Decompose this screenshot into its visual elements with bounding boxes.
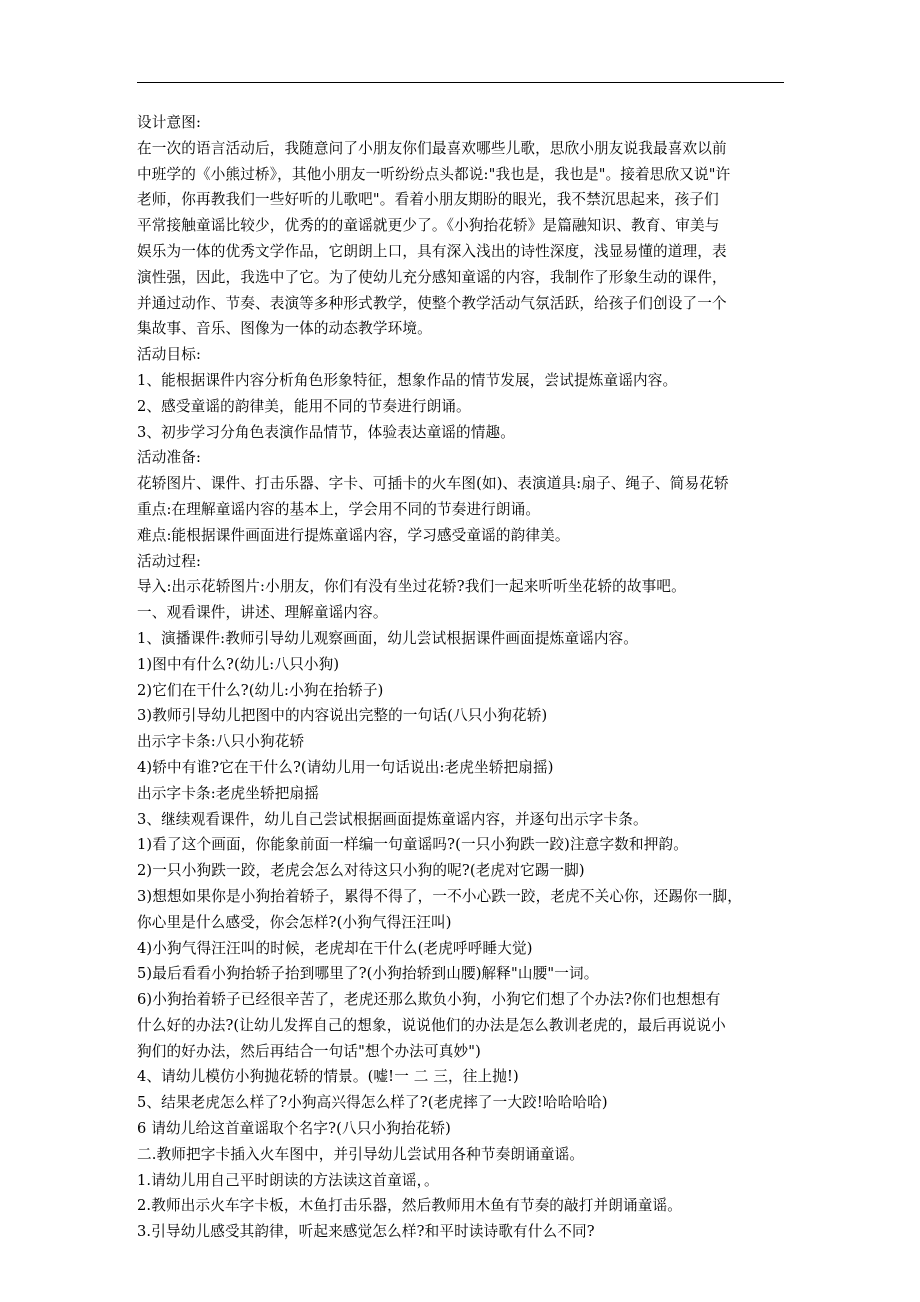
process-line: 你心里是什么感受，你会怎样?(小狗气得汪汪叫) <box>137 913 452 931</box>
section-heading-design-intent: 设计意图: <box>137 114 202 131</box>
process-line: 5、结果老虎怎么样了?小狗高兴得怎么样了?(老虎摔了一大跤!哈哈哈哈) <box>137 1094 608 1112</box>
process-line: 4)轿中有谁?它在干什么?(请幼儿用一句话说出:老虎坐轿把扇摇) <box>137 758 554 776</box>
goal-item: 3、初步学习分角色表演作品情节，体验表达童谣的情趣。 <box>137 423 516 441</box>
process-line: 2)它们在干什么?(幼儿:小狗在抬轿子) <box>137 681 384 699</box>
paragraph-line: 并通过动作、节奏、表演等多种形式教学，使整个教学活动气氛活跃，给孩子们创设了一个 <box>137 294 727 312</box>
process-line: 1)图中有什么?(幼儿:八只小狗) <box>137 655 340 673</box>
process-line: 1.请幼儿用自己平时朗读的方法读这首童谣，。 <box>137 1171 439 1189</box>
paragraph-line: 在一次的语言活动后，我随意问了小朋友你们最喜欢哪些儿歌，思欣小朋友说我最喜欢以前 <box>137 139 727 157</box>
paragraph-line: 平常接触童谣比较少，优秀的的童谣就更少了。《小狗抬花轿》是篇融知识、教育、审美与 <box>137 217 720 235</box>
paragraph-line: 老师，你再教我们一些好听的儿歌吧"。看着小朋友期盼的眼光，我不禁沉思起来，孩子们 <box>137 191 719 209</box>
process-line: 5)最后看看小狗抬轿子抬到哪里了?(小狗抬轿到山腰)解释"山腰"一词。 <box>137 965 599 983</box>
process-line: 6 请幼儿给这首童谣取个名字?(八只小狗抬花轿) <box>137 1120 452 1138</box>
preparation-text: 花轿图片、课件、打击乐器、字卡、可插卡的火车图(如)、表演道具:扇子、绳子、简易花轿 <box>137 475 729 493</box>
process-line: 1)看了这个画面，你能象前面一样编一句童谣吗?(一只小狗跌一跤)注意字数和押韵。 <box>137 836 688 854</box>
difficulty-text: 难点:能根据课件画面进行提炼童谣内容，学习感受童谣的韵律美。 <box>137 526 570 544</box>
process-line: 2)一只小狗跌一跤，老虎会怎么对待这只小狗的呢?(老虎对它踢一脚) <box>137 862 585 880</box>
process-line: 出示字卡条:老虎坐轿把扇摇 <box>137 784 319 802</box>
process-line: 狗们的好办法，然后再结合一句话"想个办法可真妙") <box>137 1042 481 1060</box>
section-heading-goals: 活动目标: <box>137 346 202 364</box>
process-line: 出示字卡条:八只小狗花轿 <box>137 733 305 751</box>
paragraph-line: 集故事、音乐、图像为一体的动态教学环境。 <box>137 320 432 338</box>
process-line: 导入:出示花轿图片:小朋友，你们有没有坐过花轿?我们一起来听听坐花轿的故事吧。 <box>137 578 686 596</box>
section-heading-preparation: 活动准备: <box>137 449 202 467</box>
process-line: 二.教师把字卡插入火车图中，并引导幼儿尝试用各种节奏朗诵童谣。 <box>137 1145 585 1163</box>
process-line: 2.教师出示火车字卡板，木鱼打击乐器，然后教师用木鱼有节奏的敲打并朗诵童谣。 <box>137 1197 683 1215</box>
process-line: 3)教师引导幼儿把图中的内容说出完整的一句话(八只小狗花轿) <box>137 707 548 725</box>
process-line: 4)小狗气得汪汪叫的时候，老虎却在干什么(老虎呼呼睡大觉) <box>137 939 533 957</box>
goal-item: 2、感受童谣的韵律美，能用不同的节奏进行朗诵。 <box>137 397 471 415</box>
document-body <box>137 110 797 1245</box>
key-point-text: 重点:在理解童谣内容的基本上，学会用不同的节奏进行朗诵。 <box>137 500 541 518</box>
header-rule <box>137 82 784 83</box>
process-line: 3)想想如果你是小狗抬着轿子，累得不得了，一不小心跌一跤，老虎不关心你，还踢你一脚， <box>137 887 743 905</box>
paragraph-line: 娱乐为一体的优秀文学作品，它朗朗上口，具有深入浅出的诗性深度，浅显易懂的道理，表 <box>137 242 727 260</box>
process-line: 4、请幼儿模仿小狗抛花轿的情景。(嘘!一 二 三，往上抛!) <box>137 1068 519 1086</box>
goal-item: 1、能根据课件内容分析角色形象特征，想象作品的情节发展，尝试提炼童谣内容。 <box>137 371 678 389</box>
paragraph-line: 演性强，因此，我选中了它。为了使幼儿充分感知童谣的内容，我制作了形象生动的课件， <box>137 268 727 286</box>
process-line: 1、演播课件:教师引导幼儿观察画面，幼儿尝试根据课件画面提炼童谣内容。 <box>137 629 639 647</box>
process-line: 什么好的办法?(让幼儿发挥自己的想象，说说他们的办法是怎么教训老虎的，最后再说说小 <box>137 1016 726 1034</box>
process-line: 一、观看课件，讲述、理解童谣内容。 <box>137 604 388 622</box>
process-line: 3、继续观看课件，幼儿自己尝试根据画面提炼童谣内容，并逐句出示字卡条。 <box>137 810 648 828</box>
paragraph-line: 中班学的《小熊过桥》，其他小朋友一听纷纷点头都说:"我也是，我也是"。接着思欣又说"许 <box>137 165 731 183</box>
process-line: 3.引导幼儿感受其韵律，听起来感觉怎么样?和平时读诗歌有什么不同? <box>137 1223 595 1241</box>
process-line: 6)小狗抬着轿子已经很辛苦了，老虎还那么欺负小狗，小狗它们想了个办法?你们也想想有 <box>137 991 721 1009</box>
section-heading-process: 活动过程: <box>137 552 202 570</box>
